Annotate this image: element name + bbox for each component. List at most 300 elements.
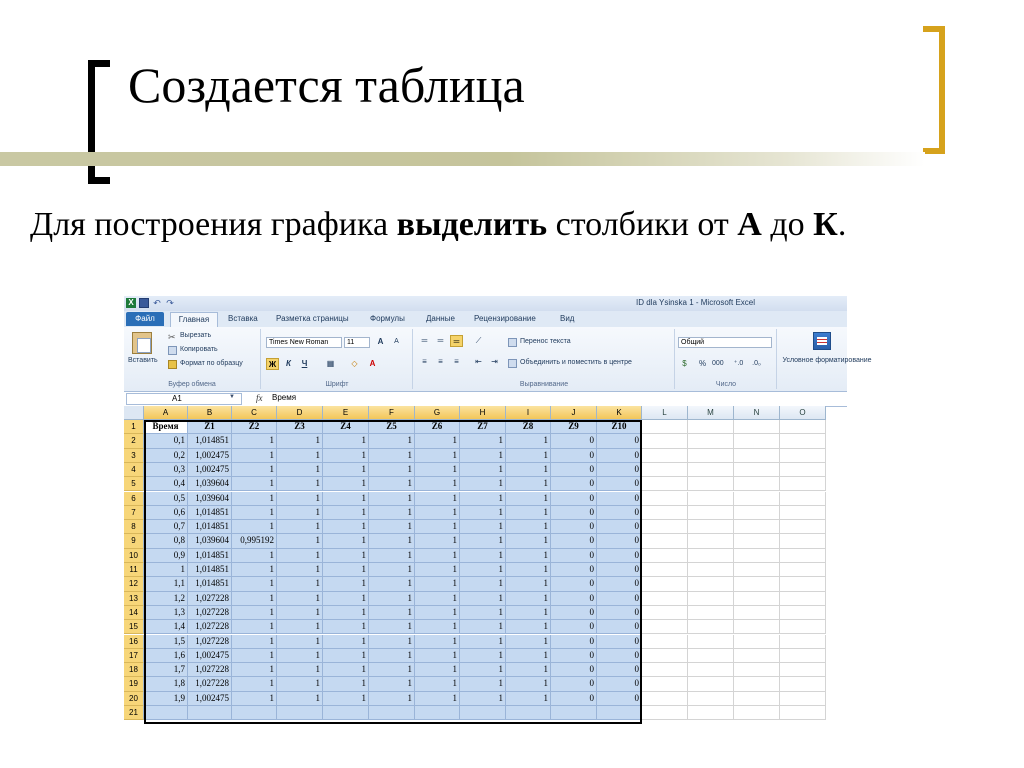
- column-header-o[interactable]: O: [780, 406, 826, 420]
- column-header-k[interactable]: K: [597, 406, 642, 420]
- table-cell[interactable]: 1: [277, 449, 323, 463]
- table-cell[interactable]: 1: [415, 677, 460, 691]
- column-header-b[interactable]: B: [188, 406, 232, 420]
- table-cell[interactable]: [688, 520, 734, 534]
- table-cell[interactable]: 1: [232, 520, 277, 534]
- table-cell[interactable]: 1: [232, 549, 277, 563]
- table-cell[interactable]: [642, 463, 688, 477]
- table-cell[interactable]: 1,014851: [188, 434, 232, 448]
- table-cell[interactable]: 1: [323, 592, 369, 606]
- table-cell[interactable]: [734, 706, 780, 720]
- table-cell[interactable]: 1: [323, 649, 369, 663]
- table-cell[interactable]: 1: [277, 620, 323, 634]
- align-left-icon[interactable]: ≡: [422, 357, 427, 366]
- column-header-n[interactable]: N: [734, 406, 780, 420]
- table-cell[interactable]: 0: [597, 592, 642, 606]
- table-cell[interactable]: 0: [551, 449, 597, 463]
- table-cell[interactable]: [597, 706, 642, 720]
- table-cell[interactable]: 1: [506, 506, 551, 520]
- table-cell[interactable]: 0: [551, 649, 597, 663]
- shrink-font-icon[interactable]: A: [394, 338, 399, 345]
- column-header-g[interactable]: G: [415, 406, 460, 420]
- table-cell[interactable]: [734, 563, 780, 577]
- row-header[interactable]: 9: [124, 534, 144, 548]
- table-cell[interactable]: 1: [232, 649, 277, 663]
- table-cell[interactable]: 1: [460, 649, 506, 663]
- table-cell[interactable]: 1: [323, 434, 369, 448]
- table-cell[interactable]: 1: [232, 434, 277, 448]
- row-header[interactable]: 1: [124, 420, 144, 434]
- table-cell[interactable]: 1: [277, 692, 323, 706]
- table-cell[interactable]: 1,1: [144, 577, 188, 591]
- table-cell[interactable]: 0,2: [144, 449, 188, 463]
- chevron-down-icon[interactable]: ▼: [229, 394, 235, 400]
- grow-font-icon[interactable]: A: [377, 337, 384, 346]
- table-cell[interactable]: 1: [460, 434, 506, 448]
- wrap-text-button[interactable]: Перенос текста: [520, 338, 571, 345]
- table-cell[interactable]: [734, 434, 780, 448]
- table-cell[interactable]: 1: [415, 520, 460, 534]
- fill-color-icon[interactable]: ◇: [351, 359, 358, 368]
- table-cell[interactable]: 0: [551, 606, 597, 620]
- table-cell[interactable]: [688, 663, 734, 677]
- table-cell[interactable]: 1: [232, 577, 277, 591]
- column-header-l[interactable]: L: [642, 406, 688, 420]
- tab-insert[interactable]: Вставка: [228, 314, 258, 323]
- table-cell[interactable]: 1: [460, 563, 506, 577]
- table-cell[interactable]: [642, 534, 688, 548]
- table-cell[interactable]: 1: [232, 463, 277, 477]
- table-cell[interactable]: 1: [369, 635, 415, 649]
- table-cell[interactable]: 1: [506, 677, 551, 691]
- header-cell[interactable]: Z3: [277, 420, 323, 434]
- table-cell[interactable]: [780, 692, 826, 706]
- table-cell[interactable]: 1: [415, 635, 460, 649]
- table-cell[interactable]: 1,039604: [188, 492, 232, 506]
- table-cell[interactable]: 1: [323, 635, 369, 649]
- table-cell[interactable]: 0: [597, 635, 642, 649]
- table-cell[interactable]: 0: [597, 506, 642, 520]
- table-cell[interactable]: 1: [415, 663, 460, 677]
- table-cell[interactable]: 1: [415, 463, 460, 477]
- table-cell[interactable]: 0,4: [144, 477, 188, 491]
- align-center-icon[interactable]: ≡: [438, 357, 443, 366]
- header-cell[interactable]: Z6: [415, 420, 460, 434]
- table-cell[interactable]: 1: [369, 534, 415, 548]
- table-cell[interactable]: [688, 534, 734, 548]
- table-cell[interactable]: [780, 463, 826, 477]
- table-cell[interactable]: 1: [369, 663, 415, 677]
- column-header-f[interactable]: F: [369, 406, 415, 420]
- table-cell[interactable]: [780, 506, 826, 520]
- table-cell[interactable]: [780, 434, 826, 448]
- header-cell[interactable]: Z1: [188, 420, 232, 434]
- table-cell[interactable]: [232, 706, 277, 720]
- table-cell[interactable]: [780, 706, 826, 720]
- table-cell[interactable]: 1: [460, 620, 506, 634]
- row-header[interactable]: 16: [124, 635, 144, 649]
- table-cell[interactable]: [323, 706, 369, 720]
- header-cell[interactable]: [688, 420, 734, 434]
- table-cell[interactable]: 1: [323, 463, 369, 477]
- header-cell[interactable]: Z5: [369, 420, 415, 434]
- table-cell[interactable]: 1: [460, 477, 506, 491]
- table-cell[interactable]: 1: [415, 649, 460, 663]
- formula-input[interactable]: Время: [272, 393, 297, 402]
- table-cell[interactable]: [642, 434, 688, 448]
- table-cell[interactable]: 0: [551, 692, 597, 706]
- tab-formulas[interactable]: Формулы: [370, 314, 405, 323]
- table-cell[interactable]: 1: [277, 606, 323, 620]
- header-cell[interactable]: Время: [144, 420, 188, 434]
- table-cell[interactable]: 1,9: [144, 692, 188, 706]
- table-cell[interactable]: 1: [277, 635, 323, 649]
- tab-data[interactable]: Данные: [426, 314, 455, 323]
- header-cell[interactable]: Z7: [460, 420, 506, 434]
- table-cell[interactable]: [734, 620, 780, 634]
- table-cell[interactable]: 1: [323, 563, 369, 577]
- table-cell[interactable]: 1: [232, 449, 277, 463]
- table-cell[interactable]: 1: [323, 620, 369, 634]
- table-cell[interactable]: [780, 477, 826, 491]
- table-cell[interactable]: 1: [415, 477, 460, 491]
- row-header[interactable]: 11: [124, 563, 144, 577]
- table-cell[interactable]: 1: [369, 592, 415, 606]
- table-cell[interactable]: 1: [460, 692, 506, 706]
- table-cell[interactable]: 1,7: [144, 663, 188, 677]
- tab-review[interactable]: Рецензирование: [474, 314, 536, 323]
- table-cell[interactable]: 1: [506, 434, 551, 448]
- table-cell[interactable]: 1: [415, 492, 460, 506]
- table-cell[interactable]: 1: [506, 692, 551, 706]
- table-cell[interactable]: 0: [551, 620, 597, 634]
- table-cell[interactable]: 1: [232, 592, 277, 606]
- column-header-m[interactable]: M: [688, 406, 734, 420]
- table-cell[interactable]: [688, 506, 734, 520]
- table-cell[interactable]: 0: [597, 692, 642, 706]
- table-cell[interactable]: 1,027228: [188, 677, 232, 691]
- table-cell[interactable]: 1: [460, 492, 506, 506]
- table-cell[interactable]: 1: [369, 677, 415, 691]
- redo-icon[interactable]: ↷: [166, 298, 174, 308]
- header-cell[interactable]: Z4: [323, 420, 369, 434]
- table-cell[interactable]: 1: [506, 592, 551, 606]
- table-cell[interactable]: [734, 606, 780, 620]
- header-cell[interactable]: Z10: [597, 420, 642, 434]
- table-cell[interactable]: 1: [506, 534, 551, 548]
- align-right-icon[interactable]: ≡: [454, 357, 459, 366]
- row-header[interactable]: 18: [124, 663, 144, 677]
- table-cell[interactable]: 1,014851: [188, 506, 232, 520]
- decrease-decimal-icon[interactable]: .0₀: [752, 360, 761, 367]
- table-cell[interactable]: 1: [277, 592, 323, 606]
- row-header[interactable]: 6: [124, 492, 144, 506]
- table-cell[interactable]: 0: [551, 492, 597, 506]
- table-cell[interactable]: 1: [460, 677, 506, 691]
- table-cell[interactable]: 1,027228: [188, 635, 232, 649]
- table-cell[interactable]: 1: [415, 434, 460, 448]
- table-cell[interactable]: 1,4: [144, 620, 188, 634]
- table-cell[interactable]: [277, 706, 323, 720]
- table-cell[interactable]: [734, 449, 780, 463]
- table-cell[interactable]: 1: [369, 449, 415, 463]
- table-cell[interactable]: 1: [277, 563, 323, 577]
- thousands-button[interactable]: 000: [712, 360, 724, 367]
- table-cell[interactable]: 1: [369, 492, 415, 506]
- row-header[interactable]: 5: [124, 477, 144, 491]
- table-cell[interactable]: [688, 592, 734, 606]
- table-cell[interactable]: 0: [597, 649, 642, 663]
- undo-icon[interactable]: ↶: [153, 298, 161, 308]
- header-cell[interactable]: Z9: [551, 420, 597, 434]
- underline-button[interactable]: Ч: [301, 359, 308, 368]
- tab-view[interactable]: Вид: [560, 314, 575, 323]
- table-cell[interactable]: 0: [551, 563, 597, 577]
- table-cell[interactable]: 0: [551, 534, 597, 548]
- table-cell[interactable]: [688, 492, 734, 506]
- table-cell[interactable]: [780, 677, 826, 691]
- table-cell[interactable]: [642, 649, 688, 663]
- table-cell[interactable]: 1,027228: [188, 592, 232, 606]
- table-cell[interactable]: 1,014851: [188, 520, 232, 534]
- table-cell[interactable]: 1,3: [144, 606, 188, 620]
- table-cell[interactable]: 1: [323, 492, 369, 506]
- table-cell[interactable]: 1: [323, 549, 369, 563]
- column-header-a[interactable]: A: [144, 406, 188, 420]
- table-cell[interactable]: 0: [597, 434, 642, 448]
- copy-button[interactable]: Копировать: [180, 346, 218, 353]
- table-cell[interactable]: [734, 635, 780, 649]
- table-cell[interactable]: 1,039604: [188, 534, 232, 548]
- table-cell[interactable]: [734, 677, 780, 691]
- table-cell[interactable]: 1: [277, 534, 323, 548]
- table-cell[interactable]: 1,002475: [188, 649, 232, 663]
- header-cell[interactable]: [734, 420, 780, 434]
- table-cell[interactable]: 1,8: [144, 677, 188, 691]
- table-cell[interactable]: 1: [323, 534, 369, 548]
- table-cell[interactable]: 1: [323, 506, 369, 520]
- table-cell[interactable]: 1: [277, 492, 323, 506]
- table-cell[interactable]: [144, 706, 188, 720]
- table-cell[interactable]: 1: [323, 606, 369, 620]
- table-cell[interactable]: 1,5: [144, 635, 188, 649]
- table-cell[interactable]: 1: [506, 663, 551, 677]
- table-cell[interactable]: 1: [232, 477, 277, 491]
- table-cell[interactable]: [780, 606, 826, 620]
- merge-center-button[interactable]: Объединить и поместить в центре: [520, 359, 632, 366]
- table-cell[interactable]: 1: [232, 492, 277, 506]
- table-cell[interactable]: 1: [415, 506, 460, 520]
- column-header-e[interactable]: E: [323, 406, 369, 420]
- table-cell[interactable]: [642, 692, 688, 706]
- table-cell[interactable]: [688, 449, 734, 463]
- table-cell[interactable]: [642, 520, 688, 534]
- table-cell[interactable]: 1: [415, 620, 460, 634]
- tab-file[interactable]: Файл: [126, 312, 164, 326]
- table-cell[interactable]: 1,027228: [188, 663, 232, 677]
- table-cell[interactable]: [688, 692, 734, 706]
- table-cell[interactable]: [734, 592, 780, 606]
- table-cell[interactable]: 1: [144, 563, 188, 577]
- column-header-j[interactable]: J: [551, 406, 597, 420]
- table-cell[interactable]: 1: [232, 692, 277, 706]
- name-box[interactable]: A1: [126, 393, 242, 405]
- table-cell[interactable]: [642, 706, 688, 720]
- table-cell[interactable]: 1: [277, 520, 323, 534]
- table-cell[interactable]: 0: [597, 463, 642, 477]
- table-cell[interactable]: 0: [597, 477, 642, 491]
- table-cell[interactable]: 0: [597, 606, 642, 620]
- table-cell[interactable]: 1: [277, 434, 323, 448]
- table-cell[interactable]: 0: [597, 577, 642, 591]
- table-cell[interactable]: 1: [506, 620, 551, 634]
- table-cell[interactable]: [188, 706, 232, 720]
- table-cell[interactable]: [780, 577, 826, 591]
- row-header[interactable]: 13: [124, 592, 144, 606]
- table-cell[interactable]: [780, 520, 826, 534]
- table-cell[interactable]: [688, 549, 734, 563]
- table-cell[interactable]: 1,6: [144, 649, 188, 663]
- column-header-h[interactable]: H: [460, 406, 506, 420]
- table-cell[interactable]: 1: [277, 506, 323, 520]
- borders-icon[interactable]: ▦: [326, 359, 335, 368]
- header-cell[interactable]: Z8: [506, 420, 551, 434]
- table-cell[interactable]: [734, 692, 780, 706]
- row-header[interactable]: 15: [124, 620, 144, 634]
- table-cell[interactable]: 1: [369, 477, 415, 491]
- table-cell[interactable]: 1: [277, 549, 323, 563]
- table-cell[interactable]: 1: [506, 492, 551, 506]
- table-cell[interactable]: 0: [551, 463, 597, 477]
- row-header[interactable]: 7: [124, 506, 144, 520]
- table-cell[interactable]: [642, 563, 688, 577]
- table-cell[interactable]: 0,995192: [232, 534, 277, 548]
- table-cell[interactable]: 0: [551, 549, 597, 563]
- table-cell[interactable]: 1: [277, 477, 323, 491]
- table-cell[interactable]: 0,5: [144, 492, 188, 506]
- row-header[interactable]: 2: [124, 434, 144, 448]
- table-cell[interactable]: 1: [323, 577, 369, 591]
- table-cell[interactable]: 0: [551, 477, 597, 491]
- header-cell[interactable]: [642, 420, 688, 434]
- header-cell[interactable]: [780, 420, 826, 434]
- table-cell[interactable]: 0,7: [144, 520, 188, 534]
- decrease-indent-icon[interactable]: ⇤: [475, 357, 482, 366]
- table-cell[interactable]: [734, 492, 780, 506]
- align-bottom-icon[interactable]: ═: [450, 335, 463, 347]
- table-cell[interactable]: 1: [323, 663, 369, 677]
- format-painter-button[interactable]: Формат по образцу: [180, 360, 243, 367]
- cut-button[interactable]: Вырезать: [180, 332, 212, 339]
- paste-icon[interactable]: [132, 332, 152, 354]
- table-cell[interactable]: 1: [415, 606, 460, 620]
- tab-home[interactable]: Главная: [170, 312, 218, 327]
- table-cell[interactable]: 1: [232, 663, 277, 677]
- table-cell[interactable]: 1: [323, 692, 369, 706]
- table-cell[interactable]: 1: [506, 477, 551, 491]
- orientation-icon[interactable]: ⟋: [475, 336, 482, 345]
- table-cell[interactable]: 1: [369, 606, 415, 620]
- align-middle-icon[interactable]: ═: [437, 336, 444, 345]
- table-cell[interactable]: 0: [597, 563, 642, 577]
- header-cell[interactable]: Z2: [232, 420, 277, 434]
- table-cell[interactable]: 1: [506, 563, 551, 577]
- table-cell[interactable]: 1,002475: [188, 463, 232, 477]
- table-cell[interactable]: 1: [277, 677, 323, 691]
- table-cell[interactable]: 1: [460, 592, 506, 606]
- row-header[interactable]: 10: [124, 549, 144, 563]
- table-cell[interactable]: 0,9: [144, 549, 188, 563]
- table-cell[interactable]: 1: [506, 463, 551, 477]
- save-icon[interactable]: [139, 298, 149, 308]
- table-cell[interactable]: [780, 620, 826, 634]
- tab-page-layout[interactable]: Разметка страницы: [276, 314, 349, 323]
- table-cell[interactable]: 1: [415, 563, 460, 577]
- table-cell[interactable]: [734, 506, 780, 520]
- align-top-icon[interactable]: ═: [421, 336, 428, 345]
- table-cell[interactable]: 1: [277, 649, 323, 663]
- table-cell[interactable]: [734, 477, 780, 491]
- row-header[interactable]: 19: [124, 677, 144, 691]
- table-cell[interactable]: [460, 706, 506, 720]
- table-cell[interactable]: 0: [551, 663, 597, 677]
- table-cell[interactable]: 1: [232, 606, 277, 620]
- table-cell[interactable]: 0: [551, 506, 597, 520]
- table-cell[interactable]: 0: [597, 520, 642, 534]
- table-cell[interactable]: [734, 649, 780, 663]
- table-cell[interactable]: 1: [506, 449, 551, 463]
- table-cell[interactable]: [642, 449, 688, 463]
- table-cell[interactable]: 1: [506, 577, 551, 591]
- table-cell[interactable]: [688, 434, 734, 448]
- table-cell[interactable]: 1: [415, 577, 460, 591]
- table-cell[interactable]: 1: [415, 534, 460, 548]
- table-cell[interactable]: 1,002475: [188, 449, 232, 463]
- bold-button[interactable]: Ж: [266, 358, 279, 370]
- table-cell[interactable]: 0: [597, 492, 642, 506]
- table-cell[interactable]: 1: [369, 549, 415, 563]
- table-cell[interactable]: 1: [323, 677, 369, 691]
- table-cell[interactable]: 1: [506, 649, 551, 663]
- table-cell[interactable]: [780, 649, 826, 663]
- table-cell[interactable]: 1: [460, 534, 506, 548]
- table-cell[interactable]: 1,002475: [188, 692, 232, 706]
- table-cell[interactable]: [642, 592, 688, 606]
- table-cell[interactable]: 0: [597, 449, 642, 463]
- table-cell[interactable]: [734, 577, 780, 591]
- table-cell[interactable]: 1: [232, 620, 277, 634]
- table-cell[interactable]: 0: [551, 677, 597, 691]
- table-cell[interactable]: 1: [460, 663, 506, 677]
- table-cell[interactable]: 1: [232, 677, 277, 691]
- table-cell[interactable]: 1: [460, 449, 506, 463]
- table-cell[interactable]: 1: [415, 692, 460, 706]
- increase-decimal-icon[interactable]: ⁺.0: [733, 360, 744, 367]
- table-cell[interactable]: [688, 563, 734, 577]
- table-cell[interactable]: 1,2: [144, 592, 188, 606]
- table-cell[interactable]: 0: [551, 520, 597, 534]
- table-cell[interactable]: 1: [232, 635, 277, 649]
- table-cell[interactable]: 1: [369, 506, 415, 520]
- table-cell[interactable]: [780, 492, 826, 506]
- table-cell[interactable]: [780, 635, 826, 649]
- table-cell[interactable]: 0: [551, 577, 597, 591]
- table-cell[interactable]: 1: [232, 506, 277, 520]
- table-cell[interactable]: 1: [460, 549, 506, 563]
- table-cell[interactable]: [688, 463, 734, 477]
- table-cell[interactable]: 0,6: [144, 506, 188, 520]
- table-cell[interactable]: [642, 663, 688, 677]
